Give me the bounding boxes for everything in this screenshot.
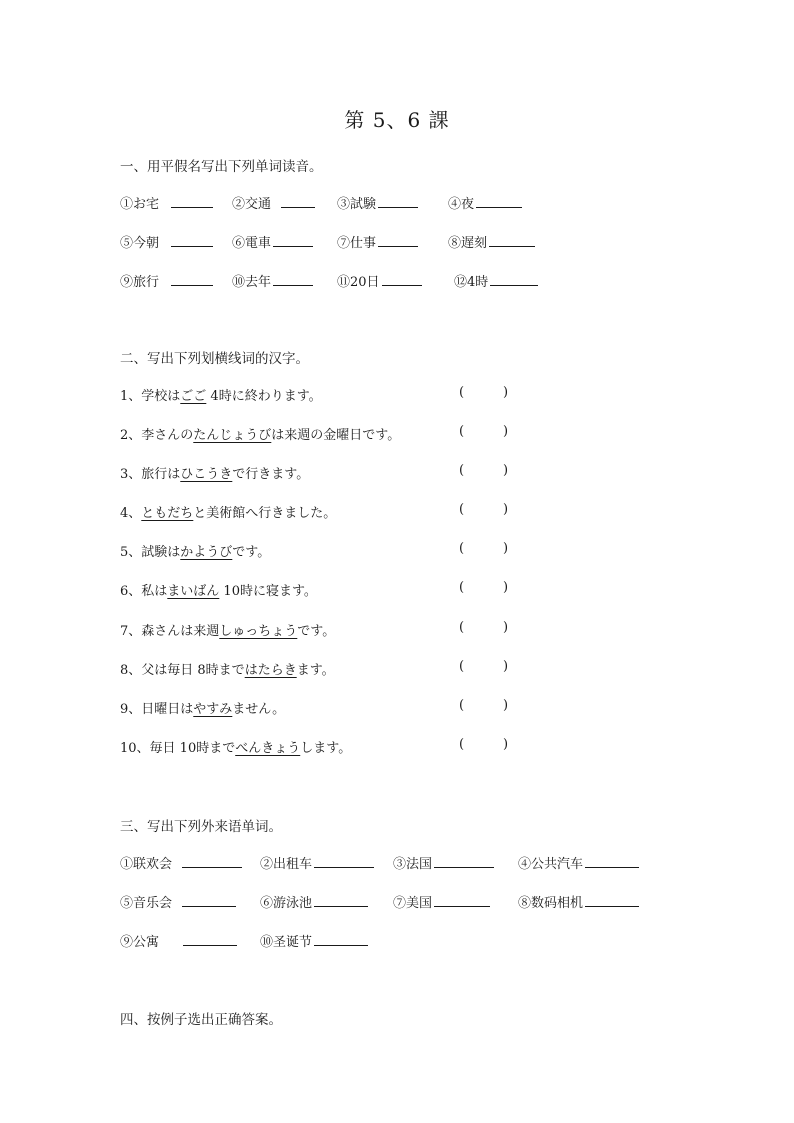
- answer-paren-open: (: [459, 424, 465, 439]
- answer-blank[interactable]: [171, 193, 213, 208]
- answer-paren-close: ): [503, 580, 509, 595]
- vocab-label: ③試験: [337, 197, 377, 212]
- vocab-item: [120, 931, 237, 950]
- answer-blank[interactable]: [489, 232, 535, 247]
- vocab-label: ⑫4時: [454, 275, 489, 290]
- vocab-label: ⑪20日: [337, 275, 380, 290]
- section-4-heading: 四、按例子选出正确答案。: [120, 1012, 282, 1028]
- question-row: [120, 698, 540, 718]
- question-row: [120, 580, 540, 600]
- vocab-label: ⑦仕事: [337, 236, 377, 251]
- vocab-item: [518, 892, 639, 911]
- answer-paren-open: (: [459, 580, 465, 595]
- answer-paren-close: ): [503, 502, 509, 517]
- question-text: 2、李さんのたんじょうびは来週の金曜日です。: [120, 428, 401, 443]
- section-3-heading: 三、写出下列外来语单词。: [120, 819, 282, 835]
- question-text: 8、父は毎日 8時まではたらきます。: [120, 663, 335, 678]
- answer-paren-close: ): [503, 463, 509, 478]
- vocab-item: [232, 271, 313, 290]
- vocab-item: [120, 193, 213, 212]
- vocab-label: ②交通: [232, 197, 272, 212]
- underlined-word: ともだち: [141, 506, 194, 521]
- answer-blank[interactable]: [314, 892, 368, 907]
- underlined-word: ごご: [180, 389, 207, 404]
- answer-paren-open: (: [459, 463, 465, 478]
- vocab-item: [232, 193, 315, 212]
- section-2-heading: 二、写出下列划横线词的汉字。: [120, 351, 309, 367]
- answer-paren-close: ): [503, 698, 509, 713]
- answer-blank[interactable]: [171, 232, 213, 247]
- vocab-label: ⑩去年: [232, 275, 272, 290]
- answer-blank[interactable]: [314, 853, 374, 868]
- answer-paren-open: (: [459, 385, 465, 400]
- document-title: 第 5、6 課: [344, 108, 450, 132]
- vocab-item: [448, 232, 535, 251]
- underlined-word: べんきょう: [235, 741, 301, 756]
- vocab-item: [337, 271, 422, 290]
- answer-blank[interactable]: [183, 931, 237, 946]
- vocab-label: ⑦美国: [393, 896, 433, 911]
- vocab-item: [232, 232, 313, 251]
- question-row: [120, 620, 540, 640]
- answer-blank[interactable]: [490, 271, 538, 286]
- section-1-heading: 一、用平假名写出下列单词读音。: [120, 159, 323, 175]
- vocab-item: [393, 853, 494, 872]
- answer-blank[interactable]: [378, 193, 418, 208]
- underlined-word: やすみ: [193, 702, 233, 717]
- vocab-item: [448, 193, 522, 212]
- vocab-label: ①联欢会: [120, 857, 173, 872]
- vocab-item: [120, 232, 213, 251]
- answer-blank[interactable]: [378, 232, 418, 247]
- answer-blank[interactable]: [585, 892, 639, 907]
- vocab-item: [337, 193, 418, 212]
- answer-paren-close: ): [503, 424, 509, 439]
- answer-blank[interactable]: [182, 892, 236, 907]
- question-text: 9、日曜日はやすみません。: [120, 702, 286, 717]
- answer-blank[interactable]: [171, 271, 213, 286]
- answer-blank[interactable]: [273, 271, 313, 286]
- answer-paren-close: ): [503, 385, 509, 400]
- underlined-word: かようび: [180, 545, 233, 560]
- vocab-label: ①お宅: [120, 197, 160, 212]
- answer-blank[interactable]: [273, 232, 313, 247]
- vocab-label: ②出租车: [260, 857, 313, 872]
- answer-paren-close: ): [503, 737, 509, 752]
- question-row: [120, 424, 540, 444]
- answer-paren-open: (: [459, 659, 465, 674]
- question-text: 6、私はまいばん 10時に寝ます。: [120, 584, 317, 599]
- question-row: [120, 541, 540, 561]
- answer-paren-open: (: [459, 620, 465, 635]
- question-text: 3、旅行はひこうきで行きます。: [120, 467, 310, 482]
- vocab-item: [393, 892, 490, 911]
- vocab-item: [260, 892, 368, 911]
- answer-blank[interactable]: [382, 271, 422, 286]
- vocab-label: ⑨旅行: [120, 275, 160, 290]
- question-row: [120, 659, 540, 679]
- question-row: [120, 463, 540, 483]
- vocab-item: [120, 271, 213, 290]
- vocab-item: [260, 931, 368, 950]
- question-text: 10、毎日 10時までべんきょうします。: [120, 741, 352, 756]
- answer-blank[interactable]: [476, 193, 522, 208]
- question-row: [120, 385, 540, 405]
- vocab-item: [454, 271, 538, 290]
- underlined-word: しゅっちょう: [219, 624, 298, 639]
- vocab-label: ⑤音乐会: [120, 896, 173, 911]
- vocab-label: ⑧数码相机: [518, 896, 584, 911]
- answer-blank[interactable]: [434, 853, 494, 868]
- vocab-label: ⑥游泳池: [260, 896, 313, 911]
- answer-paren-close: ): [503, 541, 509, 556]
- answer-paren-open: (: [459, 737, 465, 752]
- vocab-label: ⑨公寓: [120, 935, 160, 950]
- answer-blank[interactable]: [314, 931, 368, 946]
- vocab-label: ⑤今朝: [120, 236, 160, 251]
- underlined-word: はたらき: [244, 663, 297, 678]
- answer-paren-close: ): [503, 659, 509, 674]
- vocab-label: ⑧遅刻: [448, 236, 488, 251]
- vocab-label: ④夜: [448, 197, 475, 212]
- question-row: [120, 737, 540, 757]
- vocab-label: ⑩圣诞节: [260, 935, 313, 950]
- answer-paren-open: (: [459, 502, 465, 517]
- answer-blank[interactable]: [281, 193, 315, 208]
- answer-paren-open: (: [459, 698, 465, 713]
- question-text: 1、学校はごご 4時に終わります。: [120, 389, 322, 404]
- answer-paren-open: (: [459, 541, 465, 556]
- vocab-item: [518, 853, 639, 872]
- question-text: 4、ともだちと美術館へ行きました。: [120, 506, 337, 521]
- answer-blank[interactable]: [434, 892, 490, 907]
- vocab-item: [337, 232, 418, 251]
- vocab-label: ③法国: [393, 857, 433, 872]
- answer-blank[interactable]: [182, 853, 242, 868]
- question-text: 5、試験はかようびです。: [120, 545, 271, 560]
- vocab-item: [120, 892, 236, 911]
- question-row: [120, 502, 540, 522]
- underlined-word: たんじょうび: [193, 428, 272, 443]
- underlined-word: ひこうき: [180, 467, 233, 482]
- answer-blank[interactable]: [585, 853, 639, 868]
- vocab-item: [260, 853, 374, 872]
- answer-paren-close: ): [503, 620, 509, 635]
- underlined-word: まいばん: [167, 584, 220, 599]
- vocab-item: [120, 853, 242, 872]
- question-text: 7、森さんは来週しゅっちょうです。: [120, 624, 336, 639]
- vocab-label: ⑥電車: [232, 236, 272, 251]
- vocab-label: ④公共汽车: [518, 857, 584, 872]
